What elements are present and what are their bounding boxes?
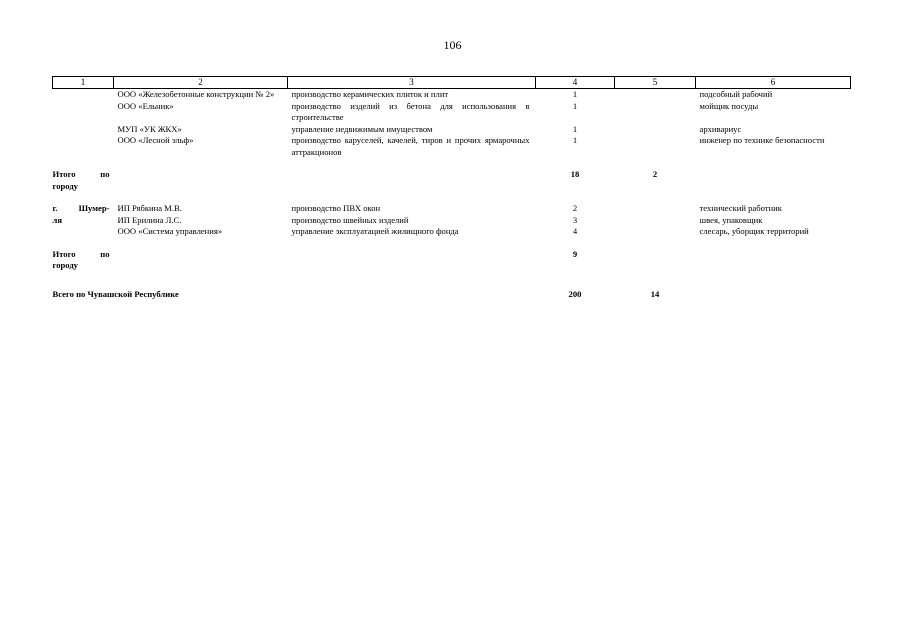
- table-row: [53, 101, 851, 124]
- column-header: 3: [288, 77, 536, 89]
- subtotal-label: городу: [52, 260, 78, 270]
- table-row: [53, 89, 851, 101]
- table-row: [53, 215, 851, 227]
- subtotal-label: Итого: [52, 248, 76, 259]
- activity-cell: производство каруселей, качелей, тиров и прочих ярмарочных аттракционов: [291, 135, 530, 157]
- grand-total-row: [53, 289, 851, 301]
- count-cell-2: [615, 135, 696, 158]
- data-table: [52, 76, 851, 300]
- profession-cell: архивариус: [699, 123, 742, 134]
- profession-cell: инженер по технике безопасности: [699, 135, 825, 145]
- subtotal-label: Итого: [52, 169, 76, 179]
- activity-cell: производство керамических плиток и плит: [291, 89, 449, 99]
- subtotal-label: по: [100, 169, 110, 179]
- column-header: 6: [696, 77, 851, 89]
- count-cell-2: [615, 226, 696, 238]
- table-row: [53, 226, 851, 238]
- profession-cell: подсобный рабочий: [699, 89, 773, 99]
- count-cell-2: [615, 124, 696, 136]
- organization-cell: ИП Ерилина Л.С.: [117, 214, 182, 225]
- profession-cell: швея, упаковщик: [699, 214, 763, 225]
- organization-cell: ООО «Лесной эльф»: [117, 135, 194, 145]
- table-row: [53, 135, 851, 158]
- activity-cell: производство швейных изделий: [291, 214, 409, 225]
- activity-cell: управление эксплуатацией жилищного фонда: [291, 226, 459, 236]
- count-cell-2: [615, 101, 696, 124]
- subtotal-count: 18: [570, 169, 580, 179]
- count-cell: 1: [572, 123, 578, 134]
- count-cell-2: [615, 89, 696, 101]
- table-row: [53, 203, 851, 215]
- profession-cell: слесарь, уборщик территорий: [699, 226, 809, 236]
- organization-cell: ООО «Система управления»: [117, 226, 223, 236]
- subtotal-count-2: 2: [652, 169, 658, 179]
- column-header: 2: [114, 77, 288, 89]
- count-cell: 1: [572, 135, 578, 145]
- activity-cell: управление недвижимым имуществом: [291, 123, 433, 134]
- count-cell: 1: [572, 100, 578, 111]
- page-number: 106: [443, 38, 462, 52]
- city-label: ля: [52, 214, 62, 225]
- city-label: Шумер-: [78, 203, 110, 213]
- count-cell: 3: [572, 214, 578, 225]
- profession-cell: технический работник: [699, 203, 782, 213]
- count-cell: 4: [572, 226, 578, 236]
- organization-cell: ООО «Железобетонные конструкции № 2»: [117, 89, 275, 99]
- count-cell-2: [615, 203, 696, 215]
- subtotal-row: [53, 249, 851, 272]
- subtotal-count: 9: [572, 248, 578, 259]
- column-number-row: [53, 77, 851, 89]
- count-cell-2: [615, 215, 696, 227]
- grand-total-count-2: 14: [650, 288, 660, 299]
- profession-cell: мойщик посуды: [699, 100, 759, 111]
- activity-cell: производство изделий из бетона для использования в строительстве: [291, 100, 530, 122]
- subtotal-label: по: [100, 248, 110, 259]
- grand-total-count: 200: [568, 288, 582, 299]
- subtotal-row: [53, 169, 851, 192]
- city-label: г.: [52, 203, 58, 213]
- column-header: 5: [615, 77, 696, 89]
- grand-total-label: Всего по Чувашской Республике: [52, 288, 179, 299]
- count-cell: 1: [572, 89, 578, 99]
- subtotal-label: городу: [52, 180, 78, 191]
- activity-cell: производство ПВХ окон: [291, 203, 381, 213]
- table-row: [53, 124, 851, 136]
- subtotal-count-2: [615, 249, 696, 272]
- column-header: 1: [53, 77, 114, 89]
- organization-cell: МУП «УК ЖКХ»: [117, 123, 182, 134]
- organization-cell: ИП Рябкина М.В.: [117, 203, 182, 213]
- column-header: 4: [536, 77, 615, 89]
- organization-cell: ООО «Ельник»: [117, 100, 174, 111]
- count-cell: 2: [572, 203, 578, 213]
